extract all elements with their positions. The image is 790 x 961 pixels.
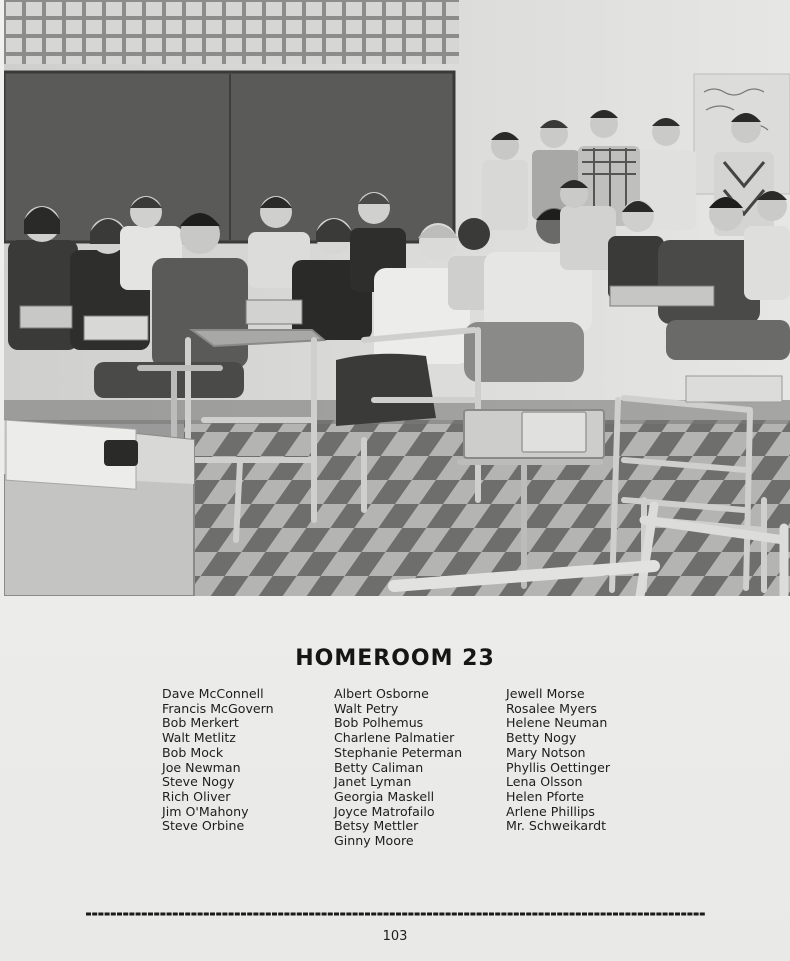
student-name: Jim O'Mahony bbox=[162, 803, 249, 819]
student-name: Janet Lyman bbox=[334, 774, 412, 790]
student-name: Jewell Morse bbox=[506, 686, 585, 701]
page-number: 103 bbox=[382, 929, 408, 944]
student-name: Steve Orbine bbox=[162, 818, 245, 834]
student-name: Ginny Moore bbox=[334, 833, 414, 849]
student-name: Stephanie Peterman bbox=[334, 744, 463, 760]
student-name: Bob Merkert bbox=[162, 715, 239, 731]
student-name: Dave McConnell bbox=[162, 686, 264, 701]
student-name: Arlene Phillips bbox=[506, 803, 595, 819]
student-name: Betsy Mettler bbox=[334, 818, 419, 834]
glass-block-window bbox=[4, 0, 459, 64]
page-title: HOMEROOM 23 bbox=[295, 646, 495, 671]
student-name: Rosalee Myers bbox=[506, 700, 597, 716]
student-name: Betty Caliman bbox=[334, 759, 424, 775]
student-name: Phyllis Oettinger bbox=[506, 759, 611, 775]
teacher-desk bbox=[4, 420, 194, 596]
student-name: Albert Osborne bbox=[334, 686, 429, 701]
student-name: Bob Polhemus bbox=[334, 715, 424, 731]
dashed-divider bbox=[86, 912, 706, 916]
class-photo-image bbox=[4, 0, 790, 596]
name-column-3 bbox=[506, 687, 610, 834]
student-name: Helen Pforte bbox=[506, 788, 585, 804]
student-name: Bob Mock bbox=[162, 744, 224, 760]
student-name: Mr. Schweikardt bbox=[506, 818, 607, 834]
name-column-2 bbox=[334, 687, 462, 849]
student-name: Betty Nogy bbox=[506, 730, 577, 746]
student-name: Joyce Matrofailo bbox=[334, 803, 435, 819]
student-name: Rich Oliver bbox=[162, 788, 231, 804]
student-name: Lena Olsson bbox=[506, 774, 583, 790]
student-name: Mary Notson bbox=[506, 744, 586, 760]
student-name: Steve Nogy bbox=[162, 774, 235, 790]
student-name: Helene Neuman bbox=[506, 715, 608, 731]
student-name: Georgia Maskell bbox=[334, 788, 435, 804]
student-name: Francis McGovern bbox=[162, 700, 274, 716]
class-photo bbox=[4, 0, 790, 596]
student-name: Walt Petry bbox=[334, 700, 399, 716]
student-name: Charlene Palmatier bbox=[334, 730, 455, 746]
student-name: Walt Metlitz bbox=[162, 730, 236, 746]
name-column-1 bbox=[162, 687, 274, 834]
student-name: Joe Newman bbox=[162, 759, 241, 775]
